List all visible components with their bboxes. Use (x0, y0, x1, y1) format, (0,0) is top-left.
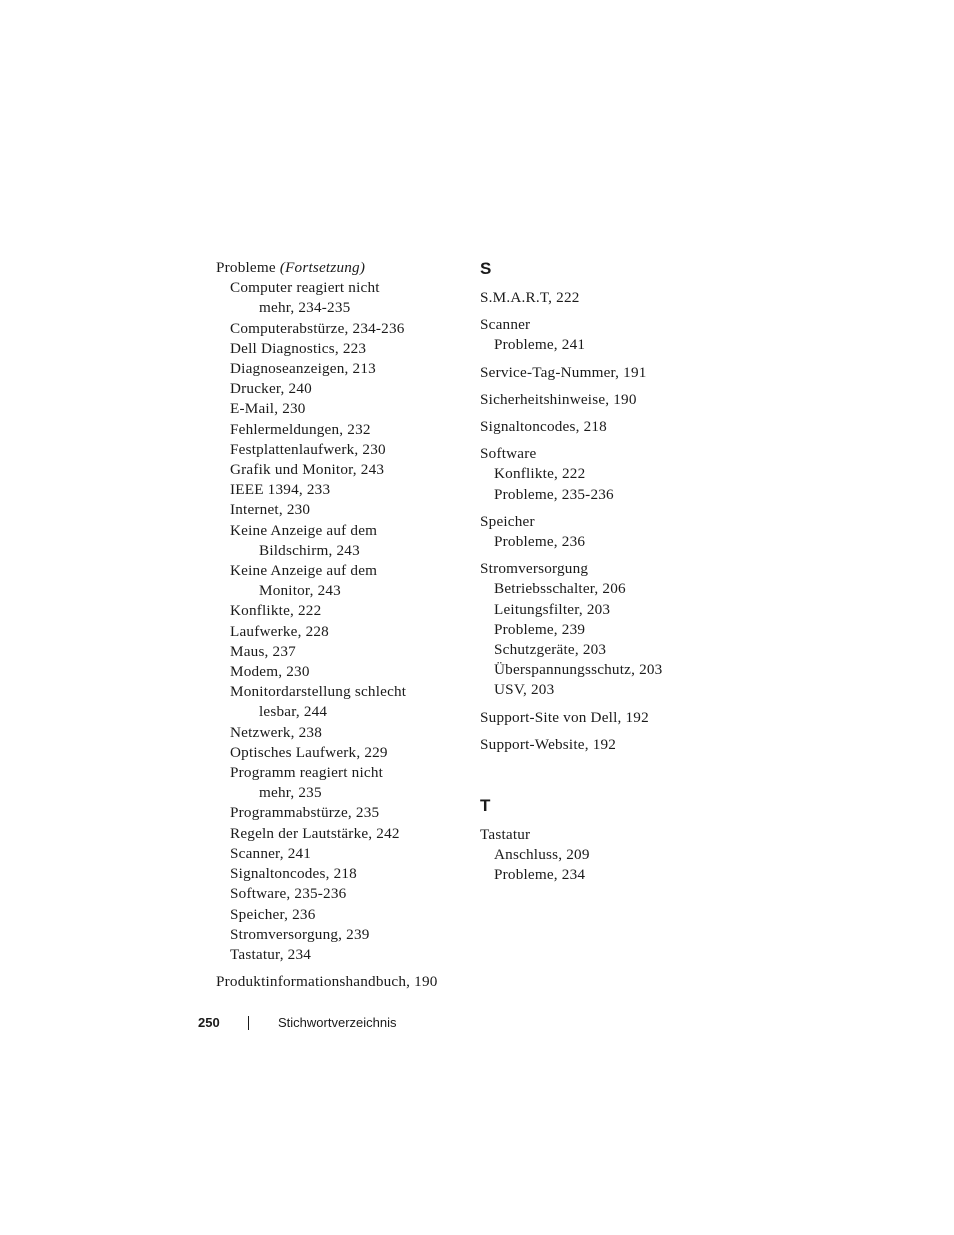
index-entry-heading (216, 258, 466, 278)
subentry: Probleme, 236 (494, 533, 586, 551)
subentry: E-Mail, 230 (230, 400, 306, 418)
subentry: Maus, 237 (230, 642, 296, 660)
subentry: Modem, 230 (230, 663, 310, 681)
index-entry: Stromversorgung (480, 560, 589, 578)
index-column-left (216, 258, 466, 992)
subentry: Stromversorgung, 239 (230, 925, 370, 943)
heading-note: (Fortsetzung) (279, 259, 366, 276)
subentry: Probleme, 239 (494, 620, 586, 638)
subentry: Probleme, 241 (494, 336, 586, 354)
subentry: Konflikte, 222 (494, 465, 586, 483)
index-entry: Speicher (480, 512, 535, 530)
subentry: Keine Anzeige auf dem (230, 521, 378, 539)
section-s-entries (480, 288, 710, 755)
index-entry: S.M.A.R.T, 222 (480, 289, 580, 306)
subentry: Programmabstürze, 235 (230, 804, 380, 822)
subentry: USV, 203 (494, 681, 555, 699)
index-entry: Support-Website, 192 (480, 735, 617, 753)
subentry: Scanner, 241 (230, 844, 312, 862)
subentry-list (216, 278, 466, 965)
subentry: Diagnoseanzeigen, 213 (230, 360, 376, 378)
subentry: Festplattenlaufwerk, 230 (230, 440, 386, 458)
subentry: Überspannungsschutz, 203 (494, 661, 663, 679)
subentry-continuation: mehr, 235 (259, 784, 322, 802)
index-column-right (480, 258, 710, 886)
subentry: Internet, 230 (230, 501, 311, 519)
subentry: Leitungsfilter, 203 (494, 600, 611, 618)
subentry: Regeln der Lautstärke, 242 (230, 824, 400, 842)
subentry: Schutzgeräte, 203 (494, 641, 607, 659)
subentry: Software, 235-236 (230, 885, 347, 903)
subentry: IEEE 1394, 233 (230, 481, 331, 499)
subentry: Konflikte, 222 (230, 602, 322, 620)
subentry: Probleme, 234 (494, 866, 586, 884)
subentry: Fehlermeldungen, 232 (230, 420, 371, 438)
footer-divider (248, 1016, 249, 1030)
subentry: Programm reagiert nicht (230, 764, 384, 782)
subentry-continuation: Bildschirm, 243 (259, 541, 360, 559)
section-letter-t: T (480, 796, 491, 816)
subentry: Tastatur, 234 (230, 945, 312, 963)
page-number: 250 (198, 1015, 220, 1030)
index-entry: Tastatur (480, 826, 531, 844)
subentry: Probleme, 235-236 (494, 485, 614, 503)
subentry-continuation: Monitor, 243 (259, 582, 341, 600)
section-letter-s: S (480, 259, 492, 278)
index-entry: Scanner (480, 316, 531, 334)
subentry-continuation: mehr, 234-235 (259, 299, 351, 317)
subentry: Speicher, 236 (230, 905, 316, 923)
section-t-entries (480, 825, 710, 886)
subentry: Computer reagiert nicht (230, 279, 380, 297)
subentry: Grafik und Monitor, 243 (230, 461, 385, 479)
heading-label: Probleme (216, 259, 276, 276)
subentry: Laufwerke, 228 (230, 622, 329, 640)
subentry: Anschluss, 209 (494, 846, 590, 864)
section-title: Stichwortverzeichnis (278, 1015, 397, 1030)
index-entry: Signaltoncodes, 218 (480, 418, 607, 436)
subentry: Betriebsschalter, 206 (494, 580, 626, 598)
index-entry: Sicherheitshinweise, 190 (480, 390, 637, 408)
index-entry: Software (480, 445, 537, 463)
subentry-continuation: lesbar, 244 (259, 703, 328, 721)
index-entry: Support-Site von Dell, 192 (480, 708, 649, 726)
subentry: Dell Diagnostics, 223 (230, 339, 367, 357)
index-entry: Service-Tag-Nummer, 191 (480, 363, 647, 381)
subentry: Monitordarstellung schlecht (230, 683, 407, 701)
index-entry: Produktinformationshandbuch, 190 (216, 973, 438, 991)
subentry: Computerabstürze, 234-236 (230, 319, 405, 337)
subentry: Netzwerk, 238 (230, 723, 323, 741)
subentry: Drucker, 240 (230, 380, 312, 398)
subentry: Keine Anzeige auf dem (230, 562, 378, 580)
subentry: Optisches Laufwerk, 229 (230, 743, 388, 761)
subentry: Signaltoncodes, 218 (230, 865, 357, 883)
